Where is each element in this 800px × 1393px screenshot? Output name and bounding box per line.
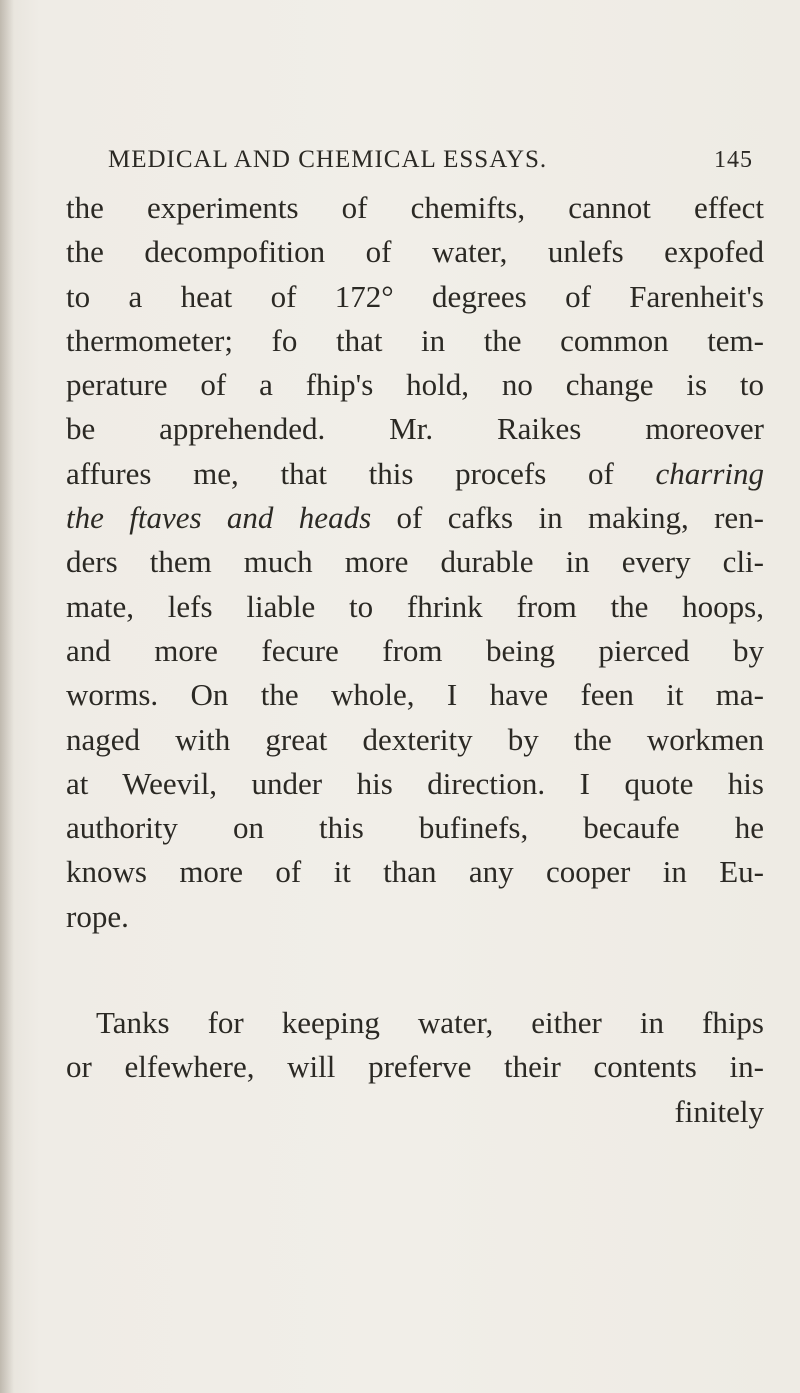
text-line: and more fecure from being pierced by [66,632,764,668]
gutter-shadow [0,0,14,1393]
paragraph-gap [66,939,764,1001]
text-line: knows more of it than any cooper in Eu- [66,854,764,890]
body-text [66,186,764,1134]
text-run: of cafks in making, ren- [371,500,764,536]
running-title: MEDICAL AND CHEMICAL ESSAYS. [108,146,548,173]
text-line: the decompofition of water, unlefs expofed [66,234,764,270]
text-line: worms. On the whole, I have feen it ma- [66,677,764,713]
text-line [66,496,764,540]
text-line: the experiments of chemifts, cannot effect [66,190,764,225]
running-head [108,142,798,178]
text-line: mate, lefs liable to fhrink from the hoops, [66,588,764,624]
text-line: rope. [66,898,129,934]
text-line [66,452,764,496]
italic-run: the ftaves and heads [66,500,372,536]
text-line: Tanks for keeping water, either in fhips [96,1005,764,1041]
catchword: finitely [674,1093,764,1129]
text-line: perature of a fhip's hold, no change is to [66,367,764,403]
text-run: affures me, that this procefs of [66,455,656,491]
text-line: thermometer; fo that in the common tem- [66,322,764,358]
text-line: or elfewhere, will preferve their contents in- [66,1049,764,1085]
page-number: 145 [714,147,753,173]
text-line: to a heat of 172° degrees of Farenheit's [66,278,764,314]
text-line: at Weevil, under his direction. I quote his [66,765,764,801]
text-line: authority on this bufinefs, becaufe he [66,810,764,846]
italic-run: charring [655,455,764,491]
text-line: be apprehended. Mr. Raikes moreover [66,411,764,447]
text-line: ders them much more durable in every cli- [66,544,764,580]
text-line: naged with great dexterity by the workmen [66,721,764,757]
